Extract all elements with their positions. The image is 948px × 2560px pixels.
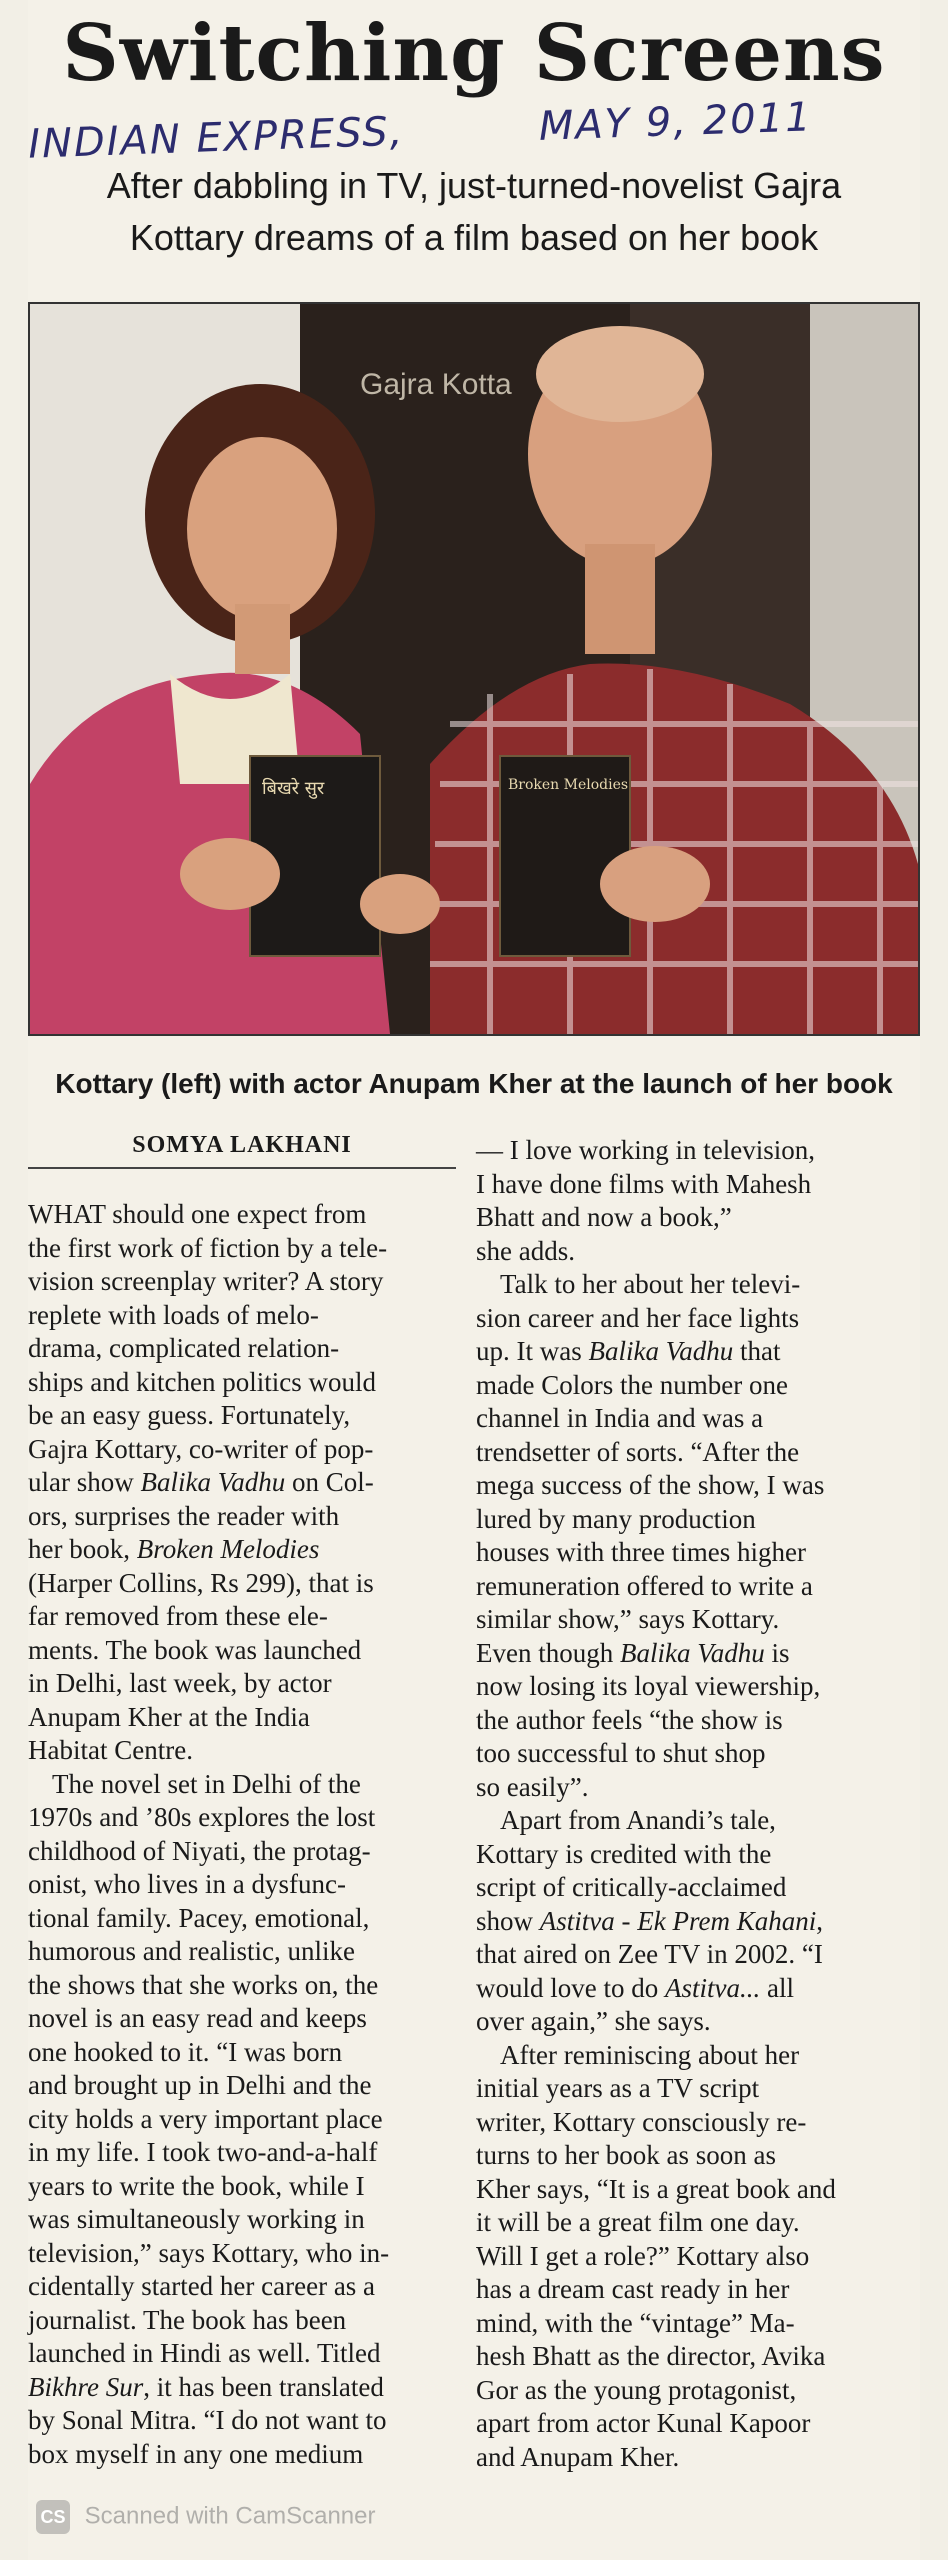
article-line: made Colors the number one [476,1369,788,1400]
article-line: lured by many production [476,1503,756,1534]
article-line: trendsetter of sorts. “After the [476,1436,800,1467]
scanner-watermark [36,2500,376,2534]
subheadline-line: Kottary dreams of a film based on her book [129,217,819,258]
article-line: mind, with the “vintage” Ma- [476,2307,795,2338]
subheadline [28,160,920,264]
article-line: Bhatt and now a book,” [476,1202,732,1232]
article-line: mega success of the show, I was [476,1470,825,1500]
article-line: writer, Kottary consciously re- [476,2106,807,2137]
article-line: houses with three times higher [476,1537,806,1567]
article-line: by Sonal Mitra. “I do not want to [28,2405,387,2435]
article-line: city holds a very important place [28,2103,383,2134]
article-line: remuneration offered to write a [476,1570,813,1601]
article-line: drama, complicated relation- [28,1333,340,1363]
article-line: has a dream cast ready in her [476,2274,790,2304]
article-line: show Astitva - Ek Prem Kahani, [476,1905,823,1936]
article-line: tional family. Pacey, emotional, [28,1902,370,1933]
article-paragraph [28,1198,464,1768]
book-hindi-title: बिखरे सुर [262,778,325,799]
handwritten-annotation [27,94,813,167]
article-line: cidentally started her career as a [28,2271,376,2301]
article-line: script of critically-acclaimed [476,1872,787,1902]
article-line: box myself in any one medium [28,2438,364,2469]
article-line: it will be a great film one day. [476,2207,800,2237]
article-line: Talk to her about her televi- [500,1269,801,1299]
article-line: far removed from these ele- [28,1601,328,1631]
article-line: sion career and her face lights [476,1302,800,1333]
article-line: one hooked to it. “I was born [28,2036,343,2067]
article-line: ular show Balika Vadhu on Col- [28,1467,374,1497]
article-line: Kottary is credited with the [476,1838,772,1869]
article-line: over again,” she says. [476,2006,711,2036]
photo-illustration [30,304,918,1034]
article-line: now losing its loyal viewership, [476,1671,821,1701]
article-line: and brought up in Delhi and the [28,2070,372,2100]
camscanner-icon: CS [36,2500,70,2534]
article-line: was simultaneously working in [28,2204,365,2234]
subheadline-line: After dabbling in TV, just-turned-novelist Gajra [106,165,842,206]
article-line: launched in Hindi as well. Titled [28,2338,381,2368]
article-line: Gor as the young protagonist, [476,2374,797,2405]
article-line: Apart from Anandi’s tale, [500,1805,776,1835]
article-line: — I love working in television, [476,1135,815,1165]
headline: Switching Screens [62,8,886,99]
article-line: Will I get a role?” Kottary also [476,2240,810,2271]
article-column-left [28,1198,464,2471]
article-line: ships and kitchen politics would [28,1366,376,1397]
article-line: too successful to shut shop [476,1738,766,1768]
article-line: Even though Balika Vadhu is [476,1637,790,1668]
article-line: and Anupam Kher. [476,2441,680,2472]
article-line: similar show,” says Kottary. [476,1604,780,1634]
article-line: WHAT should one expect from [28,1199,367,1229]
article-line: (Harper Collins, Rs 299), that is [28,1567,374,1598]
article-line: ors, surprises the reader with [28,1500,340,1531]
article-line: ments. The book was launched [28,1634,362,1665]
article-line: the first work of fiction by a tele- [28,1232,388,1263]
backdrop-text: Gajra Kotta [360,368,512,401]
article-line: Gajra Kottary, co-writer of pop- [28,1433,374,1464]
article-line: The novel set in Delhi of the [52,1768,361,1799]
handwritten-date: MAY 9, 2011 [538,94,814,150]
article-line: initial years as a TV script [476,2073,760,2103]
article-line: hesh Bhatt as the director, Avika [476,2341,826,2371]
article-line: the author feels “the show is [476,1704,783,1735]
book-english-title: Broken Melodies [508,777,629,793]
article-line: years to write the book, while I [28,2170,365,2201]
article-line: I have done films with Mahesh [476,1168,812,1199]
article-paragraph [476,1268,896,1804]
article-line: replete with loads of melo- [28,1299,319,1330]
article-line: the shows that she works on, the [28,1969,379,2000]
article-line: television,” says Kottary, who in- [28,2237,390,2268]
article-line: channel in India and was a [476,1403,764,1433]
article-line: in Delhi, last week, by actor [28,1668,332,1698]
article-line: in my life. I took two-and-a-half [28,2137,378,2167]
article-line: humorous and realistic, unlike [28,1936,355,1966]
article-line: 1970s and ’80s explores the lost [28,1802,376,1832]
article-line: novel is an easy read and keeps [28,2003,367,2033]
article-paragraph [28,1768,464,2472]
scanner-watermark-text: Scanned with CamScanner [84,2502,376,2530]
article-paragraph [476,2039,896,2475]
article-line: so easily”. [476,1771,589,1802]
article-line: her book, Broken Melodies [28,1534,320,1564]
article-line: she adds. [476,1235,575,1266]
article-column-right [476,1134,896,2474]
article-line: Anupam Kher at the India [28,1701,310,1732]
article-line: Kher says, “It is a great book and [476,2173,836,2204]
article-line: childhood of Niyati, the protag- [28,1835,371,1866]
article-line: up. It was Balika Vadhu that [476,1336,781,1366]
article-line: vision screenplay writer? A story [28,1266,384,1296]
article-line: apart from actor Kunal Kapoor [476,2408,811,2438]
article-line: Habitat Centre. [28,1735,193,1765]
article-line: Bikhre Sur, it has been translated [28,2371,384,2402]
article-line: onist, who lives in a dysfunc- [28,1869,346,1899]
article-paragraph [476,1134,896,1268]
byline: SOMYA LAKHANI [28,1132,456,1169]
handwritten-source: INDIAN EXPRESS, [27,108,406,168]
article-line: be an easy guess. Fortunately, [28,1400,351,1430]
article-line: turns to her book as soon as [476,2140,776,2170]
article-photo [28,302,920,1036]
article-line: journalist. The book has been [28,2304,347,2335]
article-line: that aired on Zee TV in 2002. “I [476,1939,823,1969]
photo-caption: Kottary (left) with actor Anupam Kher at the launch of her book [55,1068,893,1099]
article-line: would love to do Astitva... all [476,1972,794,2003]
article-paragraph [476,1804,896,2039]
article-line: After reminiscing about her [500,2039,800,2070]
